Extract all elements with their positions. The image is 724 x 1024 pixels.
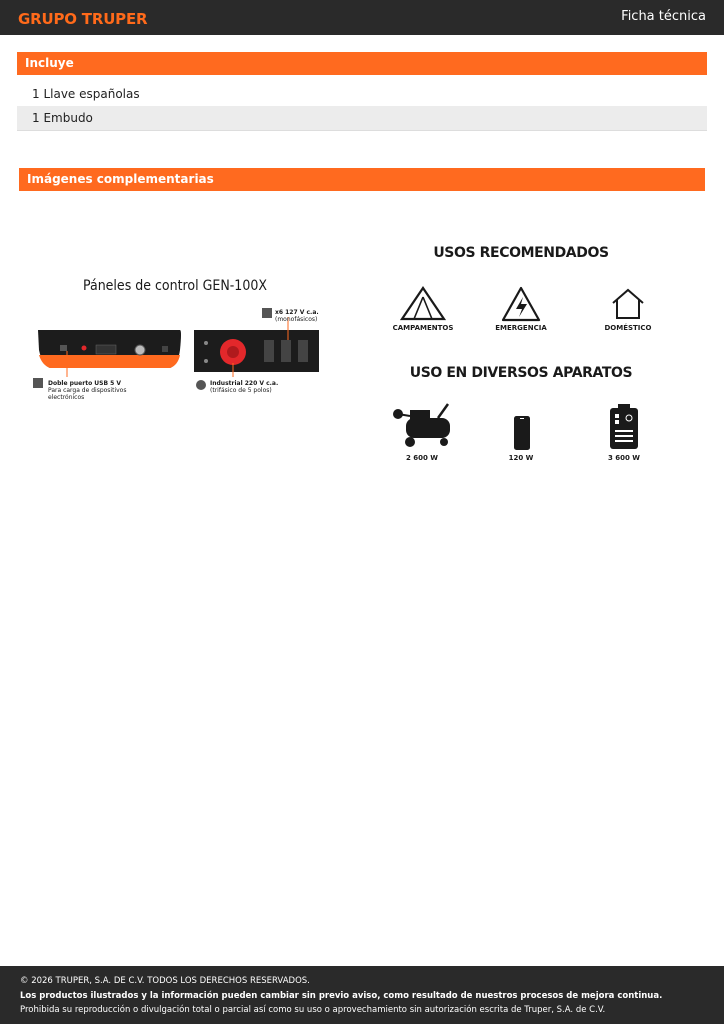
power-label: 2 600 W [405,454,439,462]
usb-annotation: Doble puerto USB 5 V Para carga de dispositivos electrónicos [48,380,127,401]
usb-panel [38,330,181,368]
recommended-uses-title: USOS RECOMENDADOS [433,245,609,261]
prohibition-text: Prohibida su reproducción o divulgación total o parcial así como su uso o aprovechamiento sin autorización escrita de Truper, S.A. de C.V. [20,1005,606,1015]
house-icon [610,286,646,322]
list-item: 1 Embudo [17,106,707,130]
use-label: DOMÉSTICO [604,324,652,332]
use-label: CAMPAMENTOS [392,324,454,332]
includes-header: Incluye [17,52,707,75]
tent-icon [400,285,446,323]
top-bar [0,0,724,35]
outlets-annotation: x6 127 V c.a. (monofásicos) [275,309,319,323]
images-header: Imágenes complementarias [19,168,705,191]
use-label: EMERGENCIA [495,324,547,332]
list-item: 1 Llave españolas [32,87,140,101]
phone-icon [512,415,532,451]
includes-list [17,82,707,131]
welder-icon [609,404,639,450]
appliances-title: USO EN DIVERSOS APARATOS [409,365,633,381]
industrial-annotation: Industrial 220 V c.a. (trifásico de 5 polos) [210,380,279,394]
copyright-text: © 2026 TRUPER, S.A. DE C.V. TODOS LOS DERECHOS RESERVADOS. [20,976,310,986]
lightning-icon [500,285,542,323]
compressor-icon [392,402,454,450]
power-label: 120 W [508,454,534,462]
power-label: 3 600 W [607,454,641,462]
divider [17,130,707,131]
document-type: Ficha técnica [621,9,706,24]
footer [0,966,724,1024]
notice-text: Los productos ilustrados y la información pueden cambiar sin previo aviso, como resultado de nuestros procesos de mejora continua. [20,990,663,1001]
brand-logo: GRUPO TRUPER [18,10,148,28]
outlets-panel [194,330,319,372]
control-panel-title: Páneles de control GEN-100X [83,278,267,294]
